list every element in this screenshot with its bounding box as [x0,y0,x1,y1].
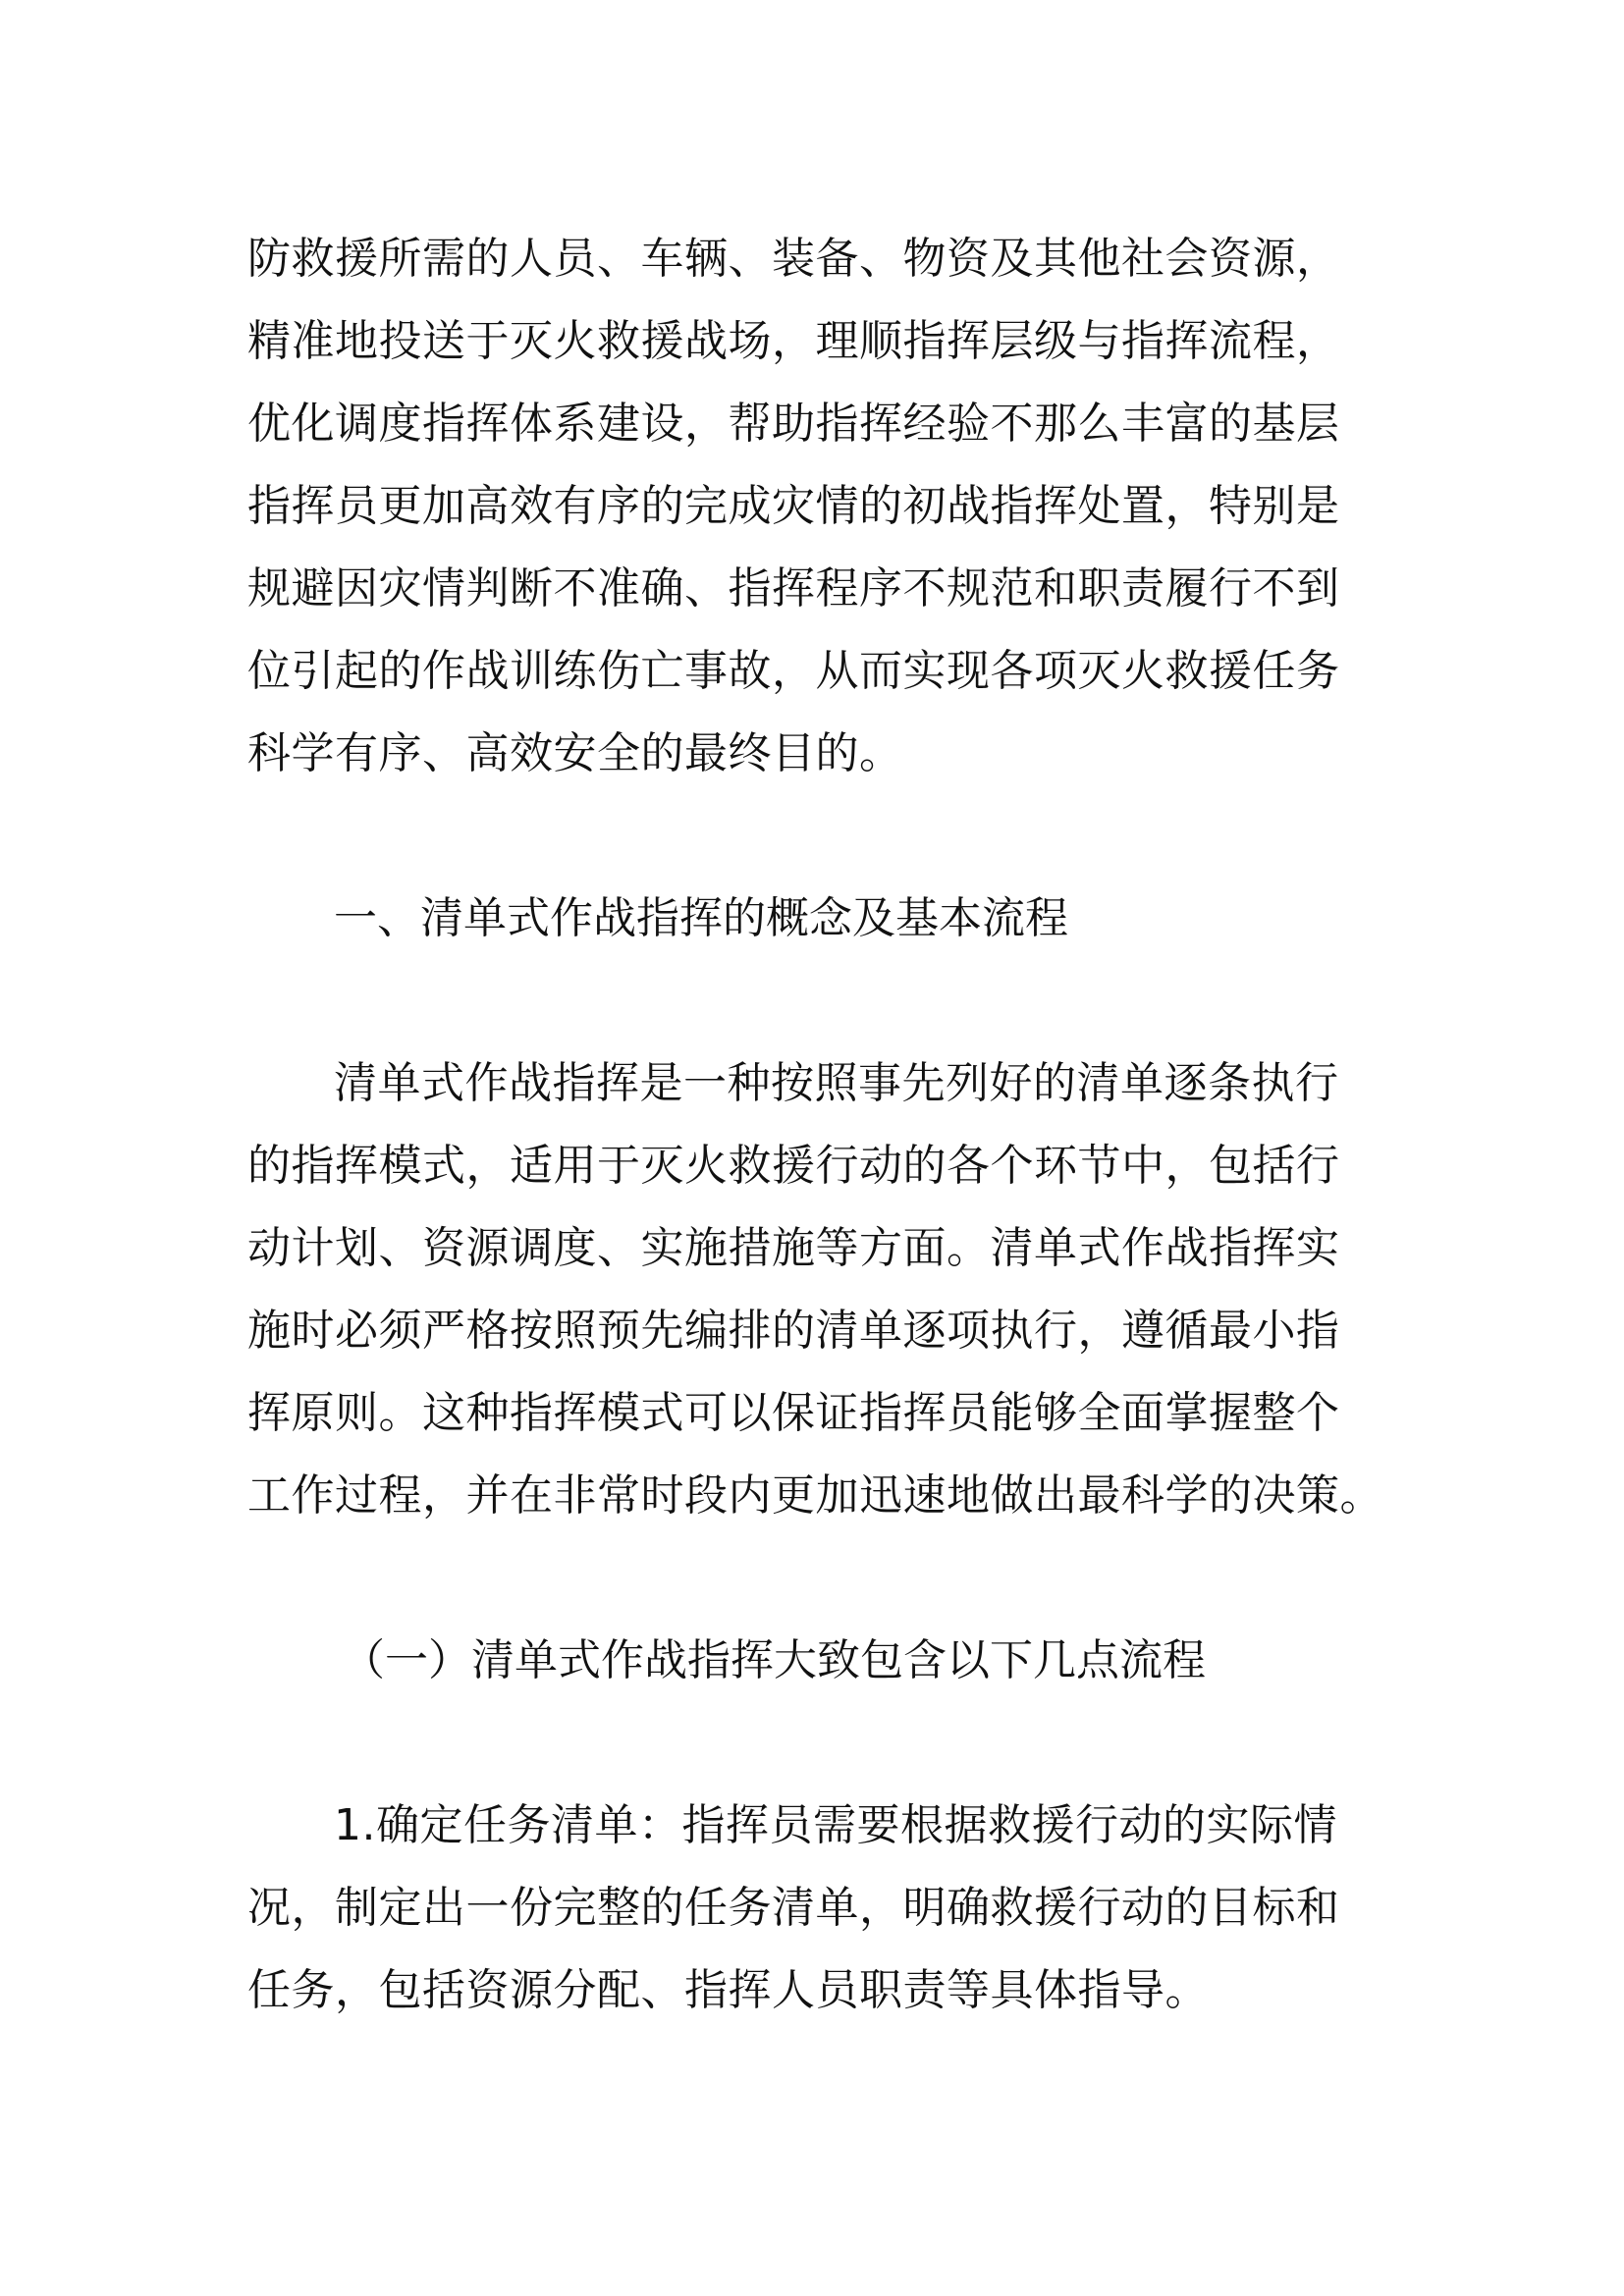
paragraph-task-list [247,1785,1357,2032]
text-line: 科学有序、高效安全的最终目的。 [247,728,903,778]
subsection-heading: （一）清单式作战指挥大致包含以下几点流程 [342,1635,1206,1685]
text-line: 1.确定任务清单：指挥员需要根据救援行动的实际情 [334,1800,1337,1850]
text-line: 指挥员更加高效有序的完成灾情的初战指挥处置，特别是 [247,481,1340,531]
text-line: 规避因灾情判断不准确、指挥程序不规范和职责履行不到 [247,563,1340,614]
text-line: 任务，包括资源分配、指挥人员职责等具体指导。 [247,1965,1209,2015]
spacer [247,1537,1357,1620]
text-line: 防救援所需的人员、车辆、装备、物资及其他社会资源， [247,234,1340,284]
document-body [247,218,1383,2032]
spacer [247,960,1357,1042]
text-line: 精准地投送于灭火救援战场，理顺指挥层级与指挥流程， [247,316,1340,366]
text-line: 动计划、资源调度、实施措施等方面。清单式作战指挥实 [247,1223,1340,1273]
text-line: 施时必须严格按照预先编排的清单逐项执行，遵循最小指 [247,1306,1340,1356]
text-line: 挥原则。这种指挥模式可以保证指挥员能够全面掌握整个 [247,1388,1340,1438]
text-line: 清单式作战指挥是一种按照事先列好的清单逐条执行 [334,1058,1339,1108]
text-line: 位引起的作战训练伤亡事故，从而实现各项灭火救援任务 [247,646,1340,696]
spacer [247,795,1357,878]
text-line: 的指挥模式，适用于灭火救援行动的各个环节中，包括行 [247,1141,1340,1191]
text-line: 优化调度指挥体系建设，帮助指挥经验不那么丰富的基层 [247,399,1340,449]
text-line: 工作过程，并在非常时段内更加迅速地做出最科学的决策。 [247,1470,1383,1521]
paragraph-concept [247,1042,1383,1537]
spacer [247,1702,1357,1785]
text-line: 况，制定出一份完整的任务清单，明确救援行动的目标和 [247,1883,1340,1933]
section-heading: 一、清单式作战指挥的概念及基本流程 [334,893,1068,943]
paragraph-continuation [247,218,1357,795]
